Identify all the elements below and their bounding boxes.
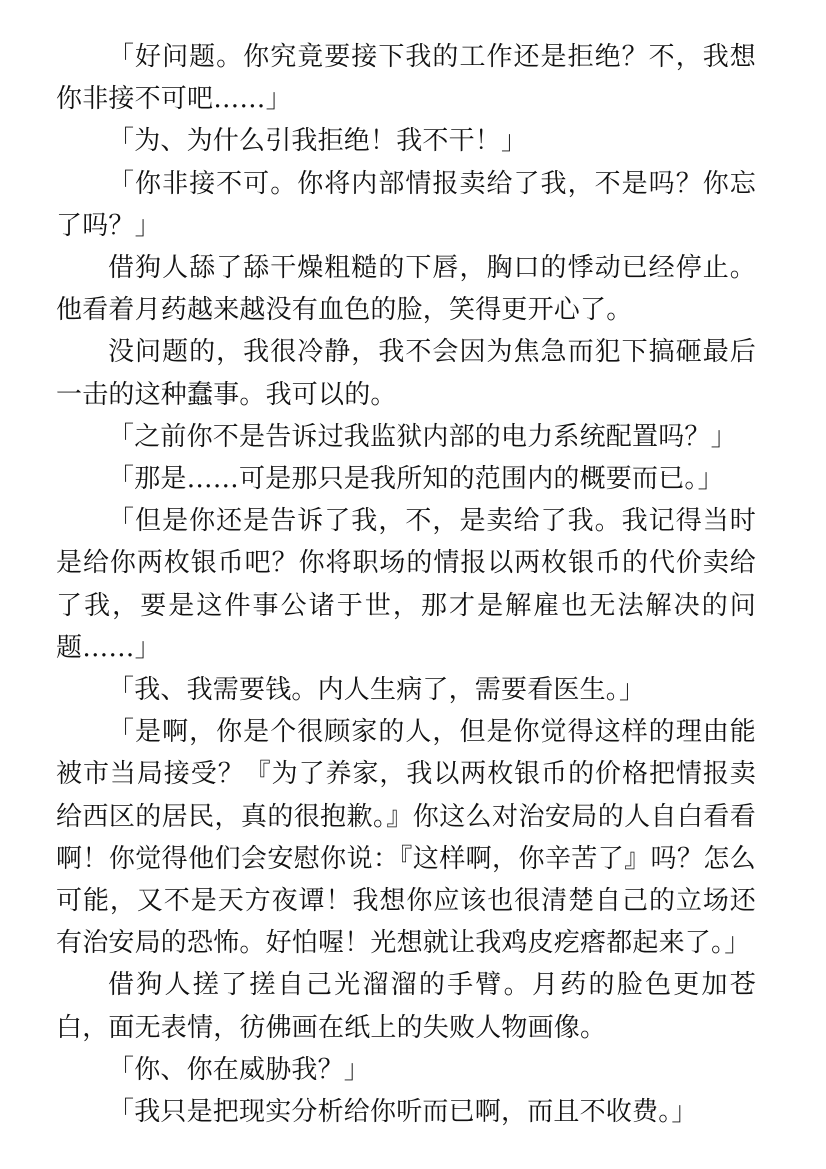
- paragraph-1: 「好问题。你究竟要接下我的工作还是拒绝？不，我想你非接不可吧……」: [56, 42, 756, 115]
- document-page: [56, 36, 756, 1133]
- paragraph-6: 「之前你不是告诉过我监狱内部的电力系统配置吗？」: [108, 421, 737, 452]
- paragraph-2: 「为、为什么引我拒绝！我不干！」: [108, 126, 528, 157]
- paragraph-4: 借狗人舔了舔干燥粗糙的下唇，胸口的悸动已经停止。他看着月药越来越没有血色的脸，笑得更开心了。: [56, 253, 756, 326]
- paragraph-9: 「我、我需要钱。内人生病了，需要看医生。」: [108, 675, 646, 706]
- paragraph-10: 「是啊，你是个很顾家的人，但是你觉得这样的理由能被市当局接受？『为了养家，我以两枚银币的价格把情报卖给西区的居民，真的很抱歉。』你这么对治安局的人自白看看啊！你觉得他们会安慰你说：『这样啊，你辛苦了』吗？怎么可能，又不是天方夜谭！我想你应该也很清楚自己的立场还有治安局的恐怖。好怕喔！光想就让我鸡皮疙瘩都起来了。」: [56, 717, 756, 959]
- paragraph-11: 借狗人搓了搓自己光溜溜的手臂。月药的脸色更加苍白，面无表情，彷佛画在纸上的失败人物画像。: [56, 970, 756, 1043]
- paragraph-13: 「我只是把现实分析给你听而已啊，而且不收费。」: [108, 1097, 698, 1128]
- paragraph-5: 没问题的，我很冷静，我不会因为焦急而犯下搞砸最后一击的这种蠢事。我可以的。: [56, 337, 756, 410]
- paragraph-3: 「你非接不可。你将内部情报卖给了我，不是吗？你忘了吗？」: [56, 168, 756, 241]
- paragraph-7: 「那是……可是那只是我所知的范围内的概要而已。」: [108, 464, 724, 495]
- paragraph-8: 「但是你还是告诉了我，不，是卖给了我。我记得当时是给你两枚银币吧？你将职场的情报以两枚银币的代价卖给了我，要是这件事公诸于世，那才是解雇也无法解决的问题……」: [56, 506, 756, 663]
- paragraph-12: 「你、你在威胁我？」: [108, 1054, 371, 1085]
